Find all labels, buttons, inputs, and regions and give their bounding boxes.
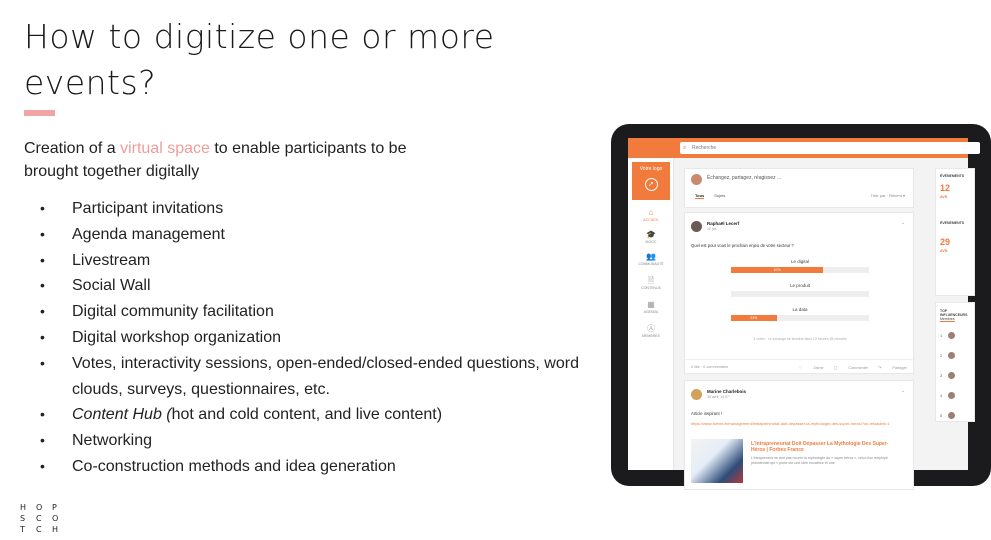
feature-item: • Agenda management bbox=[40, 222, 600, 248]
feature-item: • Digital workshop organization bbox=[40, 325, 600, 351]
feed bbox=[684, 168, 914, 478]
app-sidebar bbox=[628, 158, 674, 470]
ranking-row[interactable]: 1 bbox=[940, 333, 942, 338]
title-underline bbox=[24, 110, 55, 116]
nav-item-membres[interactable]: Ⓐ MEMBRES bbox=[628, 324, 674, 338]
composer-placeholder[interactable]: Échangez, partagez, réagissez ... bbox=[707, 175, 782, 181]
post-text: Article inspirant ! bbox=[691, 411, 722, 416]
nav-item-communaute[interactable]: 👥 COMMUNAUTÉ bbox=[628, 252, 674, 266]
preview-title[interactable]: L'Intrapreneuriat Doit Dépasser La Mythologie Des Super-Héros | Forbes France bbox=[751, 441, 889, 453]
feature-item: • Votes, interactivity sessions, open-ended/closed-ended questions, word clouds, surveys, questionnaires, etc. bbox=[40, 351, 600, 403]
post-author[interactable]: Raphaël Lecerf bbox=[707, 221, 740, 226]
tab-topics[interactable]: Sujets bbox=[714, 193, 726, 198]
document-icon: 🗎 bbox=[647, 276, 655, 285]
app-logo[interactable]: Votre logo ➚ bbox=[632, 162, 670, 200]
poll-bar: 67% bbox=[731, 267, 823, 273]
post-link[interactable]: https://www.forbes.fr/management/lintrapreneuriat-doit-depasser-la-mythologie-des-super-heros/?cn-reloaded=1 bbox=[691, 421, 890, 426]
preview-image bbox=[691, 439, 743, 483]
events-heading: ÉVÉNEMENTS bbox=[940, 174, 965, 178]
preview-description: L'intrapreneur ne doit pas nourrir la mythologie du « super héros », celui d'un employé providentiel qui « porte sur une idée novatrice et une bbox=[751, 456, 888, 465]
events-heading: ÉVÉNEMENTS bbox=[940, 221, 965, 225]
poll-footer: 3 votes · Le sondage se termine dans 13 heures 55 minutes bbox=[753, 337, 847, 341]
link-preview[interactable] bbox=[691, 439, 909, 483]
graduation-cap-icon: 🎓 bbox=[646, 230, 656, 239]
poll-option[interactable]: Le produit bbox=[731, 283, 869, 307]
top-heading: TOP INFLUENCEURS bbox=[940, 309, 968, 317]
feature-item: • Participant invitations bbox=[40, 196, 600, 222]
like-button[interactable]: ♡ J'aime bbox=[798, 366, 824, 370]
poll-option[interactable]: Le digital 67% bbox=[731, 259, 869, 283]
post-composer[interactable] bbox=[684, 168, 914, 208]
top-influencers-widget bbox=[935, 302, 975, 422]
feature-item: • Networking bbox=[40, 428, 600, 454]
link-post bbox=[684, 380, 914, 490]
event-month: AVR. bbox=[940, 195, 949, 199]
top-tab-members[interactable]: Membres bbox=[940, 317, 955, 321]
likes-count[interactable]: 0 like · 0 commentaire bbox=[691, 365, 729, 369]
comment-button[interactable]: ▢ Commenter bbox=[833, 366, 869, 370]
post-actions bbox=[685, 359, 915, 375]
feed-tabs bbox=[695, 193, 735, 198]
nav-item-mooc[interactable]: 🎓 MOOC bbox=[628, 230, 674, 244]
feature-list bbox=[40, 196, 600, 480]
event-day[interactable]: 12 bbox=[940, 183, 951, 193]
ranking-row[interactable]: 4 bbox=[940, 393, 942, 398]
poll-bar: 33% bbox=[731, 315, 777, 321]
hopscotch-logo: H O P S C O T C H bbox=[20, 503, 60, 534]
sort-select[interactable]: Trier par · Récent ▾ bbox=[870, 193, 905, 198]
app-topbar bbox=[628, 138, 968, 158]
feature-item: • Co-construction methods and idea generation bbox=[40, 454, 600, 480]
search-icon: ⌕ bbox=[683, 145, 687, 151]
nav-item-accueil[interactable]: ⌂ ACCUEIL bbox=[628, 208, 674, 222]
feature-item: • Digital community facilitation bbox=[40, 299, 600, 325]
post-text: Quel est pour vous le prochain enjeu de votre secteur ? bbox=[691, 243, 794, 248]
poll-option[interactable]: La data 33% bbox=[731, 307, 869, 331]
avatar bbox=[948, 372, 955, 379]
ranking-row[interactable]: 5 bbox=[940, 413, 942, 418]
chevron-down-icon[interactable]: ⌄ bbox=[900, 388, 905, 394]
home-icon: ⌂ bbox=[648, 208, 654, 217]
feature-item: • Livestream bbox=[40, 248, 600, 274]
ranking-row[interactable]: 3 bbox=[940, 373, 942, 378]
avatar bbox=[691, 221, 702, 232]
post-author[interactable]: Marine Charlebois bbox=[707, 389, 747, 394]
community-icon: 👥 bbox=[646, 252, 656, 261]
members-icon: Ⓐ bbox=[647, 324, 655, 333]
event-day[interactable]: 29 bbox=[940, 237, 951, 247]
chevron-down-icon[interactable]: ⌄ bbox=[900, 220, 905, 226]
calendar-icon: ▦ bbox=[647, 300, 655, 309]
avatar bbox=[948, 412, 955, 419]
event-month: AVR. bbox=[940, 249, 949, 253]
post-date: 30 avril, 14:07 bbox=[707, 395, 729, 399]
feature-item: • Social Wall bbox=[40, 273, 600, 299]
poll bbox=[731, 259, 869, 331]
nav-item-contenus[interactable]: 🗎 CONTENUS bbox=[628, 276, 674, 290]
avatar bbox=[691, 174, 702, 185]
compass-icon: ➚ bbox=[645, 178, 658, 191]
nav-item-agenda[interactable]: ▦ AGENDA bbox=[628, 300, 674, 314]
avatar bbox=[948, 352, 955, 359]
feature-item: • Content Hub (hot and cold content, and live content) bbox=[40, 402, 600, 428]
share-button[interactable]: ↷ Partager bbox=[878, 366, 907, 370]
search-input[interactable]: ⌕ Recherche bbox=[680, 142, 980, 154]
events-widget bbox=[935, 168, 975, 296]
tablet-mockup bbox=[611, 124, 991, 486]
intro-accent: virtual space bbox=[120, 140, 210, 157]
avatar bbox=[948, 332, 955, 339]
intro-text: Creation of a virtual space to enable participants to be brought together digitally bbox=[24, 140, 407, 180]
avatar bbox=[948, 392, 955, 399]
ranking-row[interactable]: 2 bbox=[940, 353, 942, 358]
app-screen bbox=[628, 138, 968, 470]
post-date: 10 juil. bbox=[707, 227, 718, 231]
slide-title: How to digitize one or more events? bbox=[24, 17, 495, 102]
poll-post bbox=[684, 212, 914, 374]
tab-all[interactable]: Tous bbox=[695, 193, 705, 198]
avatar bbox=[691, 389, 702, 400]
